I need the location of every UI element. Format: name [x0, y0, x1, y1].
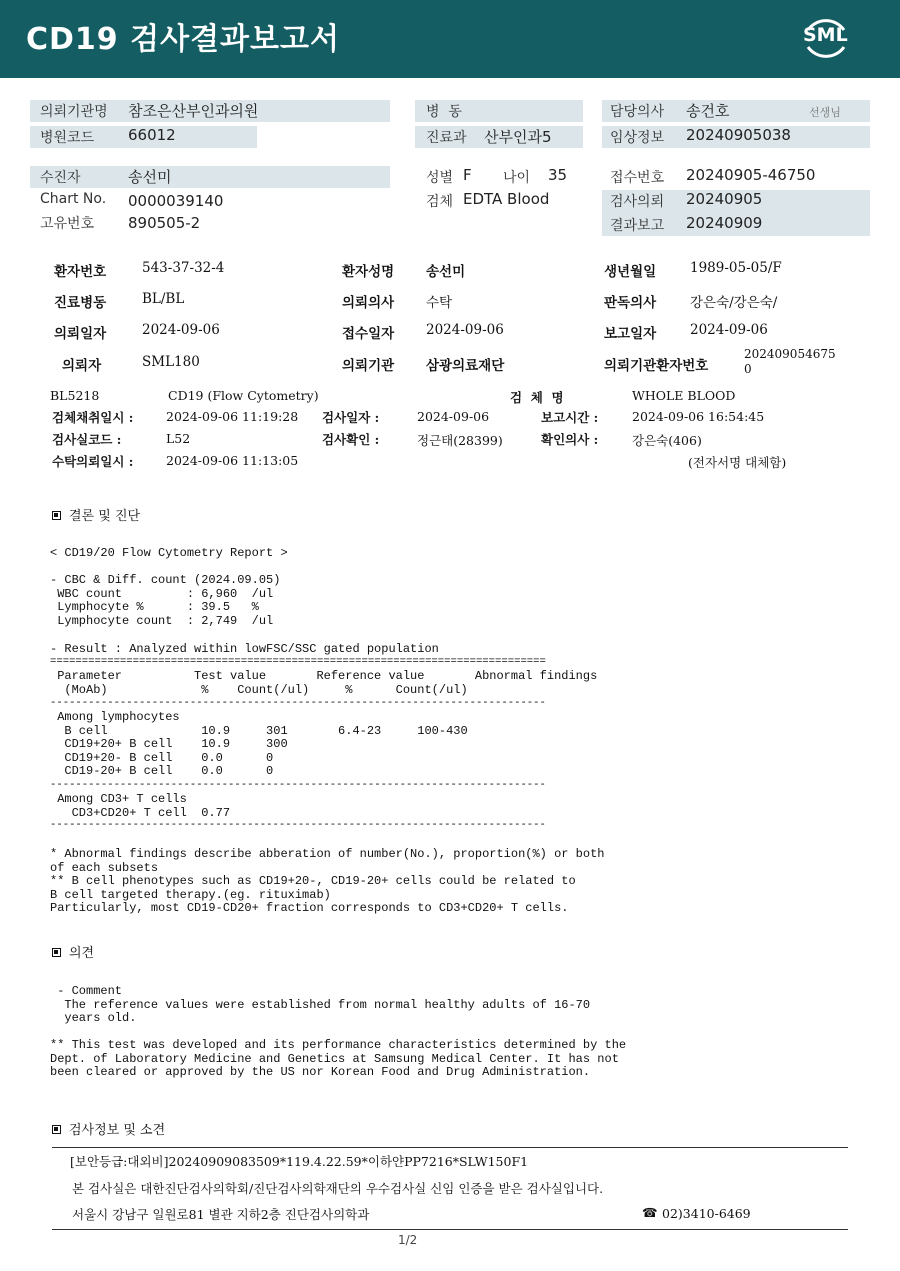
equals-line: ============================================================================== [50, 656, 546, 668]
doctor-label: 담당의사 [610, 104, 665, 120]
phone-icon: ☎ [642, 1205, 658, 1220]
name-label: 환자성명 [342, 264, 395, 280]
test-date-value: 2024-09-06 [417, 409, 490, 424]
result-label: 결과보고 [610, 218, 665, 234]
specimen-value: EDTA Blood [463, 190, 550, 208]
reader-label: 판독의사 [604, 295, 657, 311]
req-inst-pid-label: 의뢰기관환자번호 [604, 358, 709, 374]
sex-value: F [463, 166, 472, 184]
consign-value: 2024-09-06 11:13:05 [166, 453, 299, 468]
institution-label: 의뢰기관명 [40, 104, 108, 120]
req-date-label: 의뢰일자 [54, 326, 107, 342]
footer-divider-top [52, 1147, 848, 1148]
req-inst-value: 삼광의료재단 [426, 358, 505, 374]
lab-code-value: L52 [166, 431, 191, 446]
dash-line-3: ------------------------------------------------------------------------------ [50, 819, 546, 831]
age-value: 35 [548, 166, 568, 184]
test-specimen-label: 검 체 명 [510, 390, 564, 405]
req-inst-label: 의뢰기관 [342, 358, 395, 374]
opinion-comment: - Comment The reference values were established from normal healthy adults of 16-70 years old. [57, 984, 591, 1026]
report-title: CD19 검사결과보고서 [26, 22, 340, 57]
dob-label: 생년월일 [604, 264, 657, 280]
unique-value: 890505-2 [128, 214, 201, 232]
footer-divider-bottom [52, 1229, 848, 1230]
clinical-label: 임상정보 [610, 130, 665, 146]
report-time-value: 2024-09-06 16:54:45 [632, 409, 765, 424]
test-name: CD19 (Flow Cytometry) [168, 388, 319, 403]
test-specimen: WHOLE BLOOD [632, 388, 736, 403]
cert-line: 본 검사실은 대한진단검사의학회/진단검사의학재단의 우수검사실 신임 인증을 받은 검사실입니다. [72, 1181, 604, 1196]
report-title-line: < CD19/20 Flow Cytometry Report > [50, 546, 288, 560]
name-value: 송선미 [426, 264, 466, 280]
rep-date-value: 2024-09-06 [690, 322, 768, 338]
security-line: [보안등급:대외비]20240909083509*119.4.22.59*이하얀PP7216*SLW150F1 [70, 1154, 529, 1169]
collect-label: 검체채취일시 : [52, 410, 134, 425]
lymphocyte-block: Among lymphocytes B cell 10.9 301 6.4-23 100-430 CD19+20+ B cell 10.9 300 CD19+20- B cell 0.0 0 CD19-20+ B cell 0.0 0 [57, 710, 468, 779]
report-header [0, 0, 900, 78]
address-line: 서울시 강남구 일원로81 별관 지하2층 진단검사의학과 [72, 1207, 370, 1222]
table-header: Parameter Test value Reference value Abnormal findings (MoAb) % Count(/ul) % Count(/ul) [57, 669, 598, 697]
page-number: 1/2 [398, 1233, 418, 1247]
section-test-info-title: 검사정보 및 소견 [69, 1123, 166, 1138]
rec-date-label: 접수일자 [342, 326, 395, 342]
verify-value: 강은숙(406) [632, 433, 702, 448]
hospital-code-label: 병원코드 [40, 130, 95, 146]
result-line: - Result : Analyzed within lowFSC/SSC gated population [50, 642, 439, 656]
requester-label: 의뢰자 [62, 358, 102, 374]
clinical-value: 20240905038 [686, 126, 791, 144]
req-date-value: 2024-09-06 [142, 322, 220, 338]
reader-value: 강은숙/강은숙/ [690, 295, 778, 311]
logo-text: SML [803, 24, 848, 46]
patient-value: 송선미 [128, 168, 172, 186]
pid-value: 543-37-32-4 [142, 260, 225, 276]
section-opinion-title: 의견 [69, 946, 95, 961]
receipt-no-label: 접수번호 [610, 170, 665, 186]
dash-line-2: ------------------------------------------------------------------------------ [50, 779, 546, 791]
section-box-icon [52, 948, 61, 957]
dob-value: 1989-05-05/F [690, 260, 782, 276]
rec-date-value: 2024-09-06 [426, 322, 504, 338]
doctor-value: 송건호 [686, 102, 730, 120]
section-test-info [52, 1119, 165, 1138]
request-label: 검사의뢰 [610, 194, 665, 210]
consign-label: 수탁의뢰일시 : [52, 454, 134, 469]
chart-label: Chart No. [40, 191, 107, 207]
sex-label: 성별 [426, 170, 454, 186]
rep-date-label: 보고일자 [604, 326, 657, 342]
lab-code-label: 검사실코드 : [52, 432, 122, 447]
phone-number: 02)3410-6469 [662, 1206, 751, 1221]
ward-label: 병 동 [426, 104, 462, 120]
age-label: 나이 [503, 170, 531, 186]
request-value: 20240905 [686, 190, 763, 208]
section-opinion [52, 942, 94, 961]
receipt-no-value: 20240905-46750 [686, 166, 816, 184]
chart-value: 0000039140 [128, 192, 224, 210]
verify-label: 확인의사 : [541, 432, 599, 447]
esign-note: (전자서명 대체함) [688, 455, 787, 470]
doctor-suffix: 선생님 [809, 106, 841, 119]
section-box-icon [52, 1125, 61, 1134]
req-inst-pid-value-1: 202409054675 [744, 347, 836, 361]
patient-band [30, 166, 390, 188]
pid-label: 환자번호 [54, 264, 107, 280]
dept-value: 산부인과5 [484, 128, 552, 146]
section-conclusion-title: 결론 및 진단 [69, 509, 141, 524]
confirm-value: 정근태(28399) [417, 433, 503, 448]
cbc-block: - CBC & Diff. count (2024.09.05) WBC count : 6,960 /ul Lymphocyte % : 39.5 % Lymphocyte count : 2,749 /ul [50, 573, 281, 628]
hospital-code-value: 66012 [128, 126, 176, 144]
report-notes: * Abnormal findings describe abberation of number(No.), proportion(%) or both of each subsets ** B cell phenotypes such as CD19+20-, CD19-20+ cells could be related to B cell targeted therapy.(eg. rituximab) Particularly, most CD19-CD20+ fraction corresponds to CD3+CD20+ T cells. [50, 847, 605, 916]
confirm-label: 검사확인 : [322, 432, 380, 447]
req-doctor-value: 수탁 [426, 295, 453, 311]
opinion-disclaimer: ** This test was developed and its performance characteristics determined by the Dept. of Laboratory Medicine and Genetics at Samsung Medical Center. It has not been cleared or approved by the US nor Korean Food and Drug Administration. [50, 1038, 627, 1080]
test-code: BL5218 [50, 388, 100, 403]
requester-value: SML180 [142, 354, 200, 370]
dash-line-1: ------------------------------------------------------------------------------ [50, 697, 546, 709]
unique-label: 고유번호 [40, 216, 95, 232]
ward-table-label: 진료병동 [54, 295, 107, 311]
patient-label: 수진자 [40, 170, 81, 186]
specimen-label: 검체 [426, 194, 454, 210]
req-doctor-label: 의뢰의사 [342, 295, 395, 311]
test-date-label: 검사일자 : [322, 410, 380, 425]
collect-value: 2024-09-06 11:19:28 [166, 409, 299, 424]
t-cell-block: Among CD3+ T cells CD3+CD20+ T cell 0.77 [57, 792, 231, 820]
req-inst-pid-value-2: 0 [744, 362, 752, 376]
section-conclusion [52, 505, 140, 524]
report-time-label: 보고시간 : [541, 410, 599, 425]
institution-value: 참조은산부인과의원 [128, 102, 259, 120]
ward-table-value: BL/BL [142, 291, 185, 307]
result-value: 20240909 [686, 214, 763, 232]
dept-label: 진료과 [426, 130, 467, 146]
section-box-icon [52, 511, 61, 520]
